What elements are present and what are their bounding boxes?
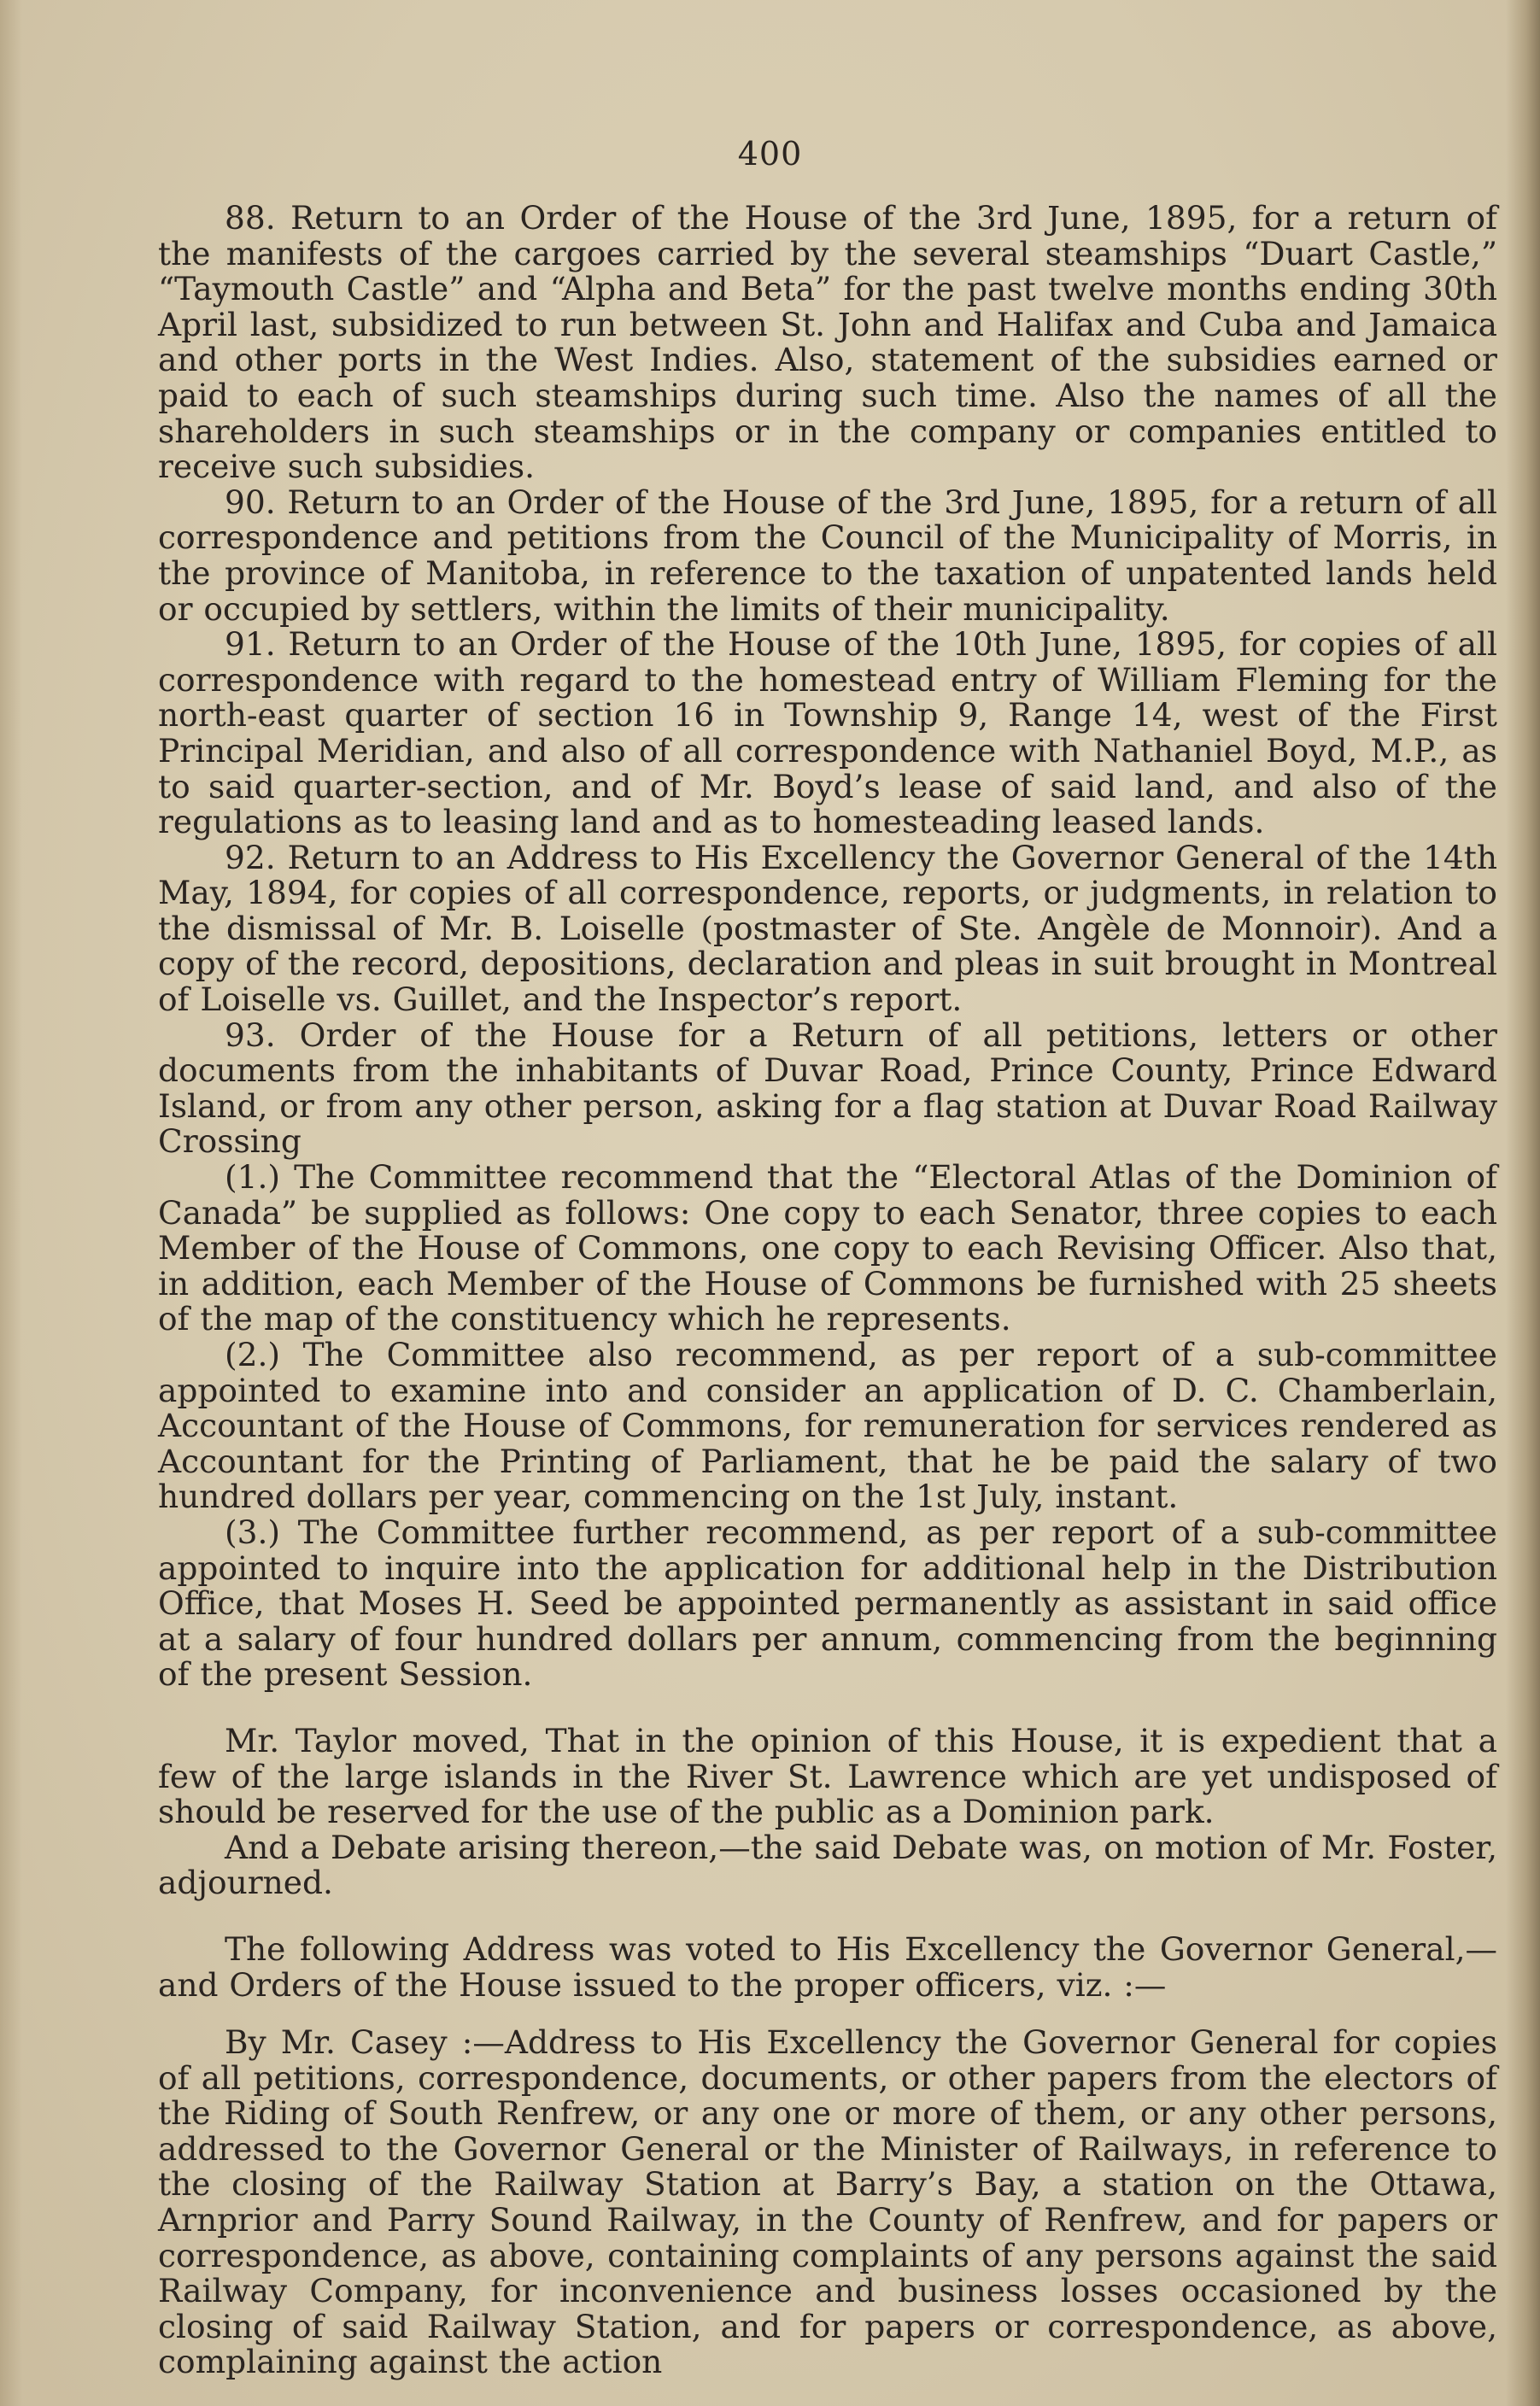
paragraph-spacer (158, 1901, 1497, 1932)
address-intro: The following Address was voted to His Excellency the Governor General,—and Orders of the House issued to the proper officers, viz. :— (158, 1929, 1497, 2004)
item-92-return: 92. Return to an Address to His Excellency the Governor General of the 14th May, 1894, for copies of all correspondence, reports, or judgments, in relation to the dismissal of Mr. B. Loiselle (postmaster of Ste. Angèle de Monnoir). And a copy of the record, depositions, declaration and pleas in suit brought in Montreal of Loiselle vs. Guillet, and the Inspector’s report. (158, 838, 1497, 1019)
committee-recommendation-2: (2.) The Committee also recommend, as per report of a sub-committee appointed to examine into and consider an application of D. C. Chamberlain, Accountant of the House of Commons, for remuneration for services rendered as Accountant for the Printing of Parliament, that he be paid the salary of two hundred dollars per year, commencing on the 1st July, instant. (158, 1336, 1497, 1516)
casey-address: By Mr. Casey :—Address to His Excellency the Governor General for copies of all petitions, correspondence, documents, or other papers from the electors of the Riding of South Renfrew, or any one or more of them, or any other persons, addressed to the Governor General or the Minister of Railways, in reference to the closing of the Railway Station at Barry’s Bay, a station on the Ottawa, Arnprior and Parry Sound Railway, in the County of Renfrew, and for papers or correspondence, as above, containing complaints of any persons against the said Railway Company, for inconvenience and business losses occasioned by the closing of said Railway Station, and for papers or correspondence, as above, complaining against the action (158, 2023, 1497, 2381)
page-body (158, 201, 1497, 2380)
item-88-return: 88. Return to an Order of the House of the 3rd June, 1895, for a return of the manifests of the cargoes carried by the several steamships “Duart Castle,” “Taymouth Castle” and “Alpha and Beta” for the past twelve months ending 30th April last, subsidized to run between St. John and Halifax and Cuba and Jamaica and other ports in the West Indies. Also, statement of the subsidies earned or paid to each of such steamships during such time. Also the names of all the shareholders in such steamships or in the company or companies entitled to receive such subsidies. (158, 199, 1497, 486)
page-edge-shadow-right (1506, 0, 1540, 2406)
paragraph-spacer (158, 2003, 1497, 2025)
item-90-return: 90. Return to an Order of the House of the 3rd June, 1895, for a return of all correspondence and petitions from the Council of the Municipality of Morris, in the province of Manitoba, in reference to the taxation of unpatented lands held or occupied by settlers, within the limits of their municipality. (158, 483, 1497, 628)
page-number: 400 (737, 135, 803, 173)
paragraph-spacer (158, 1693, 1497, 1724)
committee-recommendation-1: (1.) The Committee recommend that the “Electoral Atlas of the Dominion of Canada” be supplied as follows: One copy to each Senator, three copies to each Member of the House of Commons, one copy to each Revising Officer. Also that, in addition, each Member of the House of Commons be furnished with 25 sheets of the map of the constituency which he represents. (158, 1158, 1497, 1338)
taylor-motion: Mr. Taylor moved, That in the opinion of this House, it is expedient that a few of the large islands in the River St. Lawrence which are yet undisposed of should be reserved for the use of the public as a Dominion park. (158, 1721, 1497, 1831)
committee-recommendation-3: (3.) The Committee further recommend, as per report of a sub-committee appointed to inquire into the application for additional help in the Distribution Office, that Moses H. Seed be appointed permanently as assistant in said office at a salary of four hundred dollars per annum, commencing from the beginning of the present Session. (158, 1513, 1497, 1694)
item-91-return: 91. Return to an Order of the House of the 10th June, 1895, for copies of all correspondence with regard to the homestead entry of William Fleming for the north-east quarter of section 16 in Township 9, Range 14, west of the First Principal Meridian, and also of all correspondence with Nathaniel Boyd, M.P., as to said quarter-section, and of Mr. Boyd’s lease of said land, and also of the regulations as to leasing land and as to homesteading leased lands. (158, 625, 1497, 841)
item-93-order: 93. Order of the House for a Return of all petitions, letters or other documents from the inhabitants of Duvar Road, Prince County, Prince Edward Island, or from any other person, asking for a flag station at Duvar Road Railway Crossing (158, 1016, 1497, 1161)
debate-adjourned: And a Debate arising thereon,—the said Debate was, on motion of Mr. Foster, adjourned. (158, 1828, 1497, 1902)
page-edge-shadow-left (0, 0, 22, 2406)
